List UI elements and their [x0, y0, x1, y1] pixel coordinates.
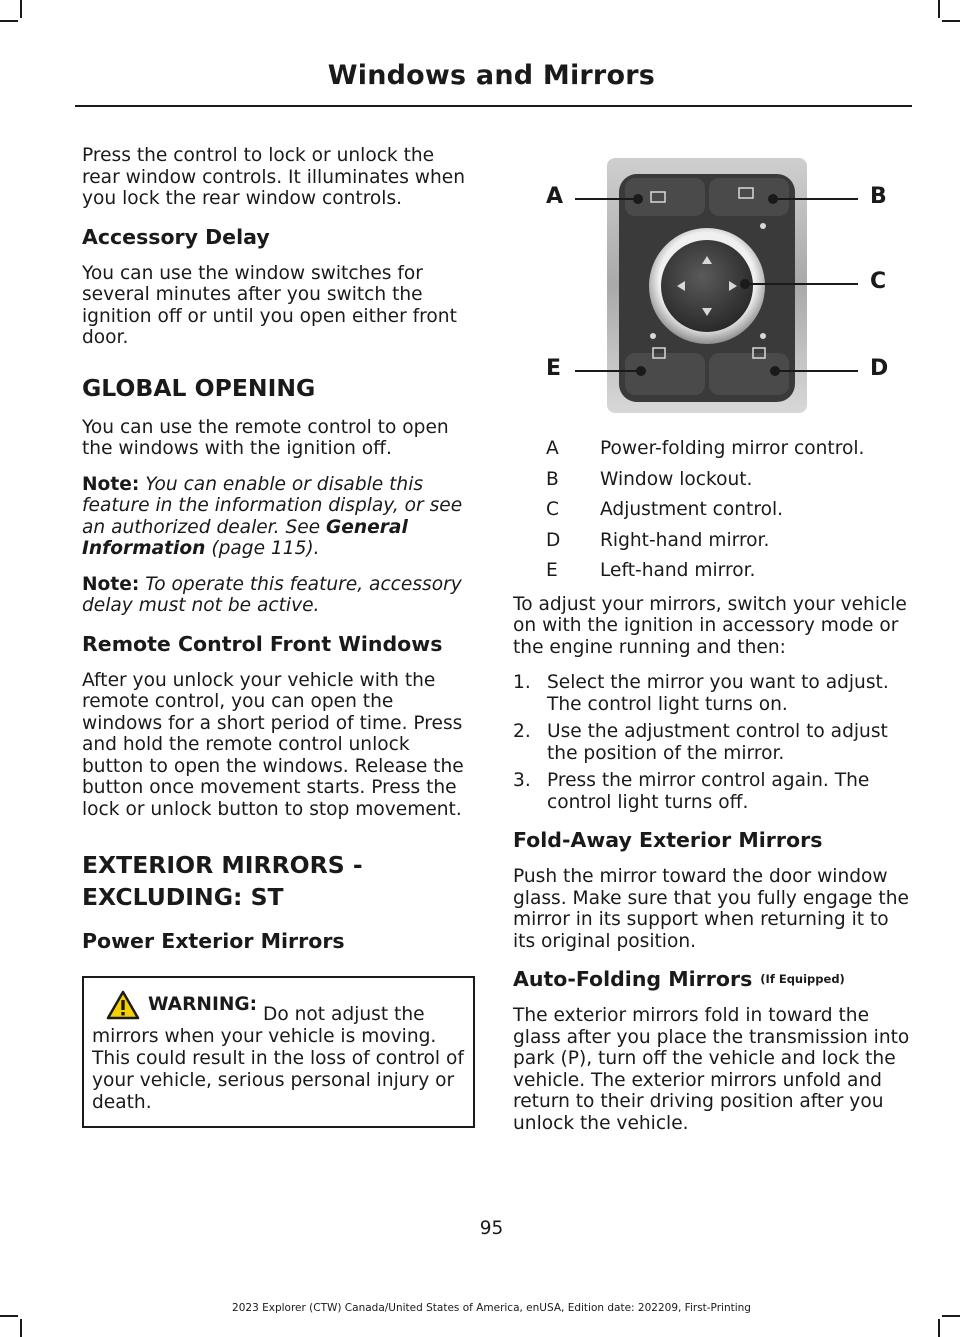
steps-list	[513, 672, 913, 813]
legend-key: B	[546, 468, 559, 490]
if-equipped-tag: (If Equipped)	[760, 972, 845, 986]
legend-row	[513, 530, 913, 552]
section-heading-exterior-mirrors-line2: EXCLUDING: ST	[82, 883, 284, 911]
page-title: Windows and Mirrors	[327, 60, 655, 91]
crop-mark	[942, 1315, 960, 1317]
list-item	[513, 721, 913, 764]
paragraph: To adjust your mirrors, switch your vehicle on with the ignition in accessory mode or the engine running and then:	[513, 593, 907, 658]
crop-mark	[0, 20, 18, 22]
figure-legend	[513, 438, 913, 582]
mirror-control-panel-image	[513, 158, 913, 420]
crop-mark	[20, 1319, 22, 1337]
step-number: 3.	[513, 770, 531, 791]
right-column	[513, 158, 913, 1148]
figure-label-d: D	[870, 356, 889, 381]
figure-label-c: C	[870, 269, 887, 294]
cross-reference-link[interactable]: General Information	[82, 516, 408, 559]
warning-label: WARNING:	[148, 994, 258, 1015]
warning-box	[82, 976, 475, 1128]
paragraph: Press the control to lock or unlock the rear window controls. It illuminates when you lock the rear window controls.	[82, 145, 466, 209]
figure-label-a: A	[546, 184, 564, 209]
subheading-accessory-delay: Accessory Delay	[82, 224, 270, 249]
legend-text: Right-hand mirror.	[600, 529, 770, 551]
crop-mark	[938, 0, 940, 18]
legend-key: E	[546, 560, 558, 581]
paragraph: The exterior mirrors fold in toward the glass after you place the transmission into park (P), turn off the vehicle and lock the vehicle. The exterior mirrors unfold and return to their driving position after you unlock the vehicle.	[513, 1005, 910, 1134]
crop-mark	[938, 1319, 940, 1337]
legend-text: Power-folding mirror control.	[600, 438, 865, 459]
section-heading-global-opening: GLOBAL OPENING	[82, 373, 316, 402]
warning-triangle-icon	[106, 990, 140, 1020]
section-heading-exterior-mirrors: EXTERIOR MIRRORS -	[82, 851, 363, 879]
subheading-power-mirrors: Power Exterior Mirrors	[82, 929, 345, 953]
subheading-remote-control: Remote Control Front Windows	[82, 631, 443, 656]
legend-row	[513, 469, 913, 491]
page-number: 95	[479, 1218, 504, 1239]
note	[82, 574, 475, 617]
list-item	[513, 672, 913, 715]
paragraph: You can use the window switches for several minutes after you switch the ignition off or until you open either front door.	[82, 262, 457, 348]
left-column	[82, 145, 475, 1128]
note-text: To operate this feature, accessory delay must not be active.	[82, 573, 462, 616]
warning-head	[92, 990, 257, 1020]
crop-mark	[20, 0, 22, 18]
crop-mark	[942, 20, 960, 22]
legend-key: A	[546, 438, 559, 459]
legend-text: Left-hand mirror.	[600, 560, 756, 581]
page-reference: (page 115).	[211, 538, 320, 559]
list-item	[513, 770, 913, 813]
step-number: 1.	[513, 672, 531, 693]
crop-mark	[0, 1315, 18, 1317]
subheading-fold-away: Fold-Away Exterior Mirrors	[513, 828, 823, 852]
paragraph: Push the mirror toward the door window glass. Make sure that you fully engage the mirror in its support when returning it to its original position.	[513, 866, 909, 952]
paragraph: After you unlock your vehicle with the remote control, you can open the windows for a short period of time. Press and hold the remote control unlock button to open the windows. Release the button once movement starts. Press the lock or unlock button to stop movement.	[82, 669, 464, 820]
subheading-auto-folding-text: Auto-Folding Mirrors	[513, 967, 753, 991]
legend-row	[513, 560, 913, 582]
figure-label-e: E	[546, 356, 562, 381]
legend-key: C	[546, 499, 559, 520]
note-label: Note:	[82, 473, 140, 495]
step-text: Select the mirror you want to adjust. The control light turns on.	[547, 672, 889, 715]
subheading-auto-folding	[513, 966, 913, 992]
step-number: 2.	[513, 721, 531, 742]
header-rule	[75, 105, 912, 107]
note	[82, 474, 475, 560]
legend-text: Adjustment control.	[600, 499, 784, 520]
step-text: Press the mirror control again. The control light turns off.	[547, 770, 870, 813]
figure-label-b: B	[870, 184, 887, 209]
legend-key: D	[546, 529, 561, 551]
note-label: Note:	[82, 573, 140, 595]
footer: 2023 Explorer (CTW) Canada/United States of America, enUSA, Edition date: 202209, First-Printing	[232, 1302, 751, 1314]
note-text: You can enable or disable this feature in the information display, or see an authorized dealer. See	[82, 473, 463, 538]
legend-text: Window lockout.	[600, 468, 753, 490]
legend-row	[513, 499, 913, 521]
step-text: Use the adjustment control to adjust the position of the mirror.	[547, 721, 888, 764]
mirror-control-figure	[513, 158, 913, 420]
legend-row	[513, 438, 913, 460]
warning-text: Do not adjust the mirrors when your vehicle is moving. This could result in the loss of control of your vehicle, serious personal injury or death.	[92, 1004, 464, 1113]
paragraph: You can use the remote control to open the windows with the ignition off.	[82, 416, 449, 459]
